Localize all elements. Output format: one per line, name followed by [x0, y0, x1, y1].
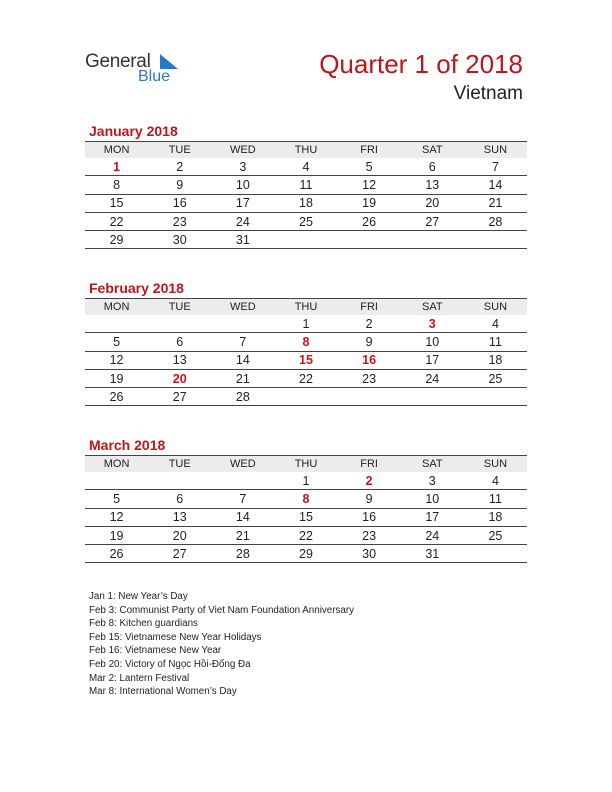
weekday-label: WED — [211, 299, 274, 316]
calendar-table — [85, 141, 527, 249]
day-cell: 12 — [85, 508, 148, 526]
day-cell — [211, 472, 274, 490]
day-cell: 5 — [338, 158, 401, 176]
weekday-label: MON — [85, 142, 148, 159]
day-cell: 29 — [274, 545, 337, 563]
day-cell: 9 — [148, 176, 211, 194]
week-row — [85, 490, 527, 508]
day-cell: 14 — [464, 176, 527, 194]
weekday-label: MON — [85, 456, 148, 473]
day-cell: 31 — [401, 545, 464, 563]
day-cell: 28 — [211, 388, 274, 406]
weekday-header-row — [85, 456, 527, 473]
calendar-body — [85, 158, 527, 249]
week-row — [85, 194, 527, 212]
day-cell: 26 — [338, 212, 401, 230]
week-row — [85, 231, 527, 249]
week-row — [85, 545, 527, 563]
week-row — [85, 388, 527, 406]
day-cell: 18 — [464, 508, 527, 526]
day-cell: 27 — [148, 388, 211, 406]
month-block-march — [85, 435, 527, 563]
day-cell: 2 — [338, 315, 401, 333]
day-cell: 26 — [85, 388, 148, 406]
day-cell — [85, 472, 148, 490]
weekday-label: FRI — [338, 142, 401, 159]
day-cell: 7 — [464, 158, 527, 176]
day-cell: 13 — [148, 508, 211, 526]
day-cell: 27 — [401, 212, 464, 230]
day-cell: 10 — [211, 176, 274, 194]
day-cell: 5 — [85, 333, 148, 351]
day-cell: 30 — [148, 231, 211, 249]
day-cell: 11 — [464, 490, 527, 508]
weekday-label: THU — [274, 142, 337, 159]
weekday-label: TUE — [148, 456, 211, 473]
month-block-january — [85, 121, 527, 249]
day-cell — [274, 231, 337, 249]
day-cell: 7 — [211, 333, 274, 351]
weekday-label: SAT — [401, 299, 464, 316]
day-cell: 4 — [274, 158, 337, 176]
generalblue-logo — [85, 51, 195, 91]
day-cell: 16 — [148, 194, 211, 212]
day-cell: 24 — [401, 526, 464, 544]
weekday-label: SAT — [401, 456, 464, 473]
day-cell: 5 — [85, 490, 148, 508]
day-cell: 22 — [274, 369, 337, 387]
week-row — [85, 158, 527, 176]
week-row — [85, 212, 527, 230]
logo-blue-text: Blue — [138, 68, 171, 85]
day-cell: 12 — [338, 176, 401, 194]
day-cell — [464, 388, 527, 406]
month-title: February 2018 — [89, 280, 184, 296]
day-cell: 16 — [338, 508, 401, 526]
week-row — [85, 472, 527, 490]
day-cell — [274, 388, 337, 406]
day-cell: 26 — [85, 545, 148, 563]
day-cell — [148, 472, 211, 490]
day-cell: 24 — [211, 212, 274, 230]
month-block-february — [85, 278, 527, 406]
day-cell: 18 — [464, 351, 527, 369]
holiday-entry: Mar 2: Lantern Festival — [89, 672, 190, 684]
weekday-header-row — [85, 142, 527, 159]
day-cell: 21 — [211, 526, 274, 544]
day-cell: 15 — [85, 194, 148, 212]
day-cell: 25 — [274, 212, 337, 230]
day-cell: 8 — [85, 176, 148, 194]
day-cell: 27 — [148, 545, 211, 563]
day-cell: 10 — [401, 333, 464, 351]
day-cell: 15 — [274, 508, 337, 526]
day-cell: 14 — [211, 351, 274, 369]
day-cell: 1 — [274, 315, 337, 333]
weekday-label: SUN — [464, 456, 527, 473]
week-row — [85, 526, 527, 544]
week-row — [85, 508, 527, 526]
day-cell: 12 — [85, 351, 148, 369]
logo-general-text: General — [85, 51, 151, 72]
day-cell: 6 — [148, 490, 211, 508]
week-row — [85, 369, 527, 387]
day-cell: 6 — [401, 158, 464, 176]
holiday-entry: Feb 15: Vietnamese New Year Holidays — [89, 631, 262, 643]
holiday-day-cell: 15 — [274, 351, 337, 369]
holiday-day-cell: 16 — [338, 351, 401, 369]
day-cell — [464, 231, 527, 249]
holiday-day-cell: 2 — [338, 472, 401, 490]
holiday-day-cell: 1 — [85, 158, 148, 176]
day-cell: 9 — [338, 333, 401, 351]
calendar-body — [85, 315, 527, 406]
day-cell — [338, 231, 401, 249]
weekday-label: MON — [85, 299, 148, 316]
day-cell: 31 — [211, 231, 274, 249]
weekday-label: TUE — [148, 142, 211, 159]
weekday-label: SUN — [464, 299, 527, 316]
holiday-entry: Feb 16: Vietnamese New Year — [89, 645, 222, 657]
day-cell: 4 — [464, 472, 527, 490]
day-cell — [338, 388, 401, 406]
day-cell: 11 — [274, 176, 337, 194]
holiday-day-cell: 8 — [274, 490, 337, 508]
holiday-day-cell: 8 — [274, 333, 337, 351]
day-cell: 28 — [211, 545, 274, 563]
day-cell: 2 — [148, 158, 211, 176]
holiday-list — [89, 590, 354, 699]
day-cell: 22 — [85, 212, 148, 230]
day-cell: 17 — [401, 508, 464, 526]
day-cell: 4 — [464, 315, 527, 333]
holiday-day-cell: 20 — [148, 369, 211, 387]
week-row — [85, 333, 527, 351]
day-cell: 24 — [401, 369, 464, 387]
week-row — [85, 351, 527, 369]
day-cell: 30 — [338, 545, 401, 563]
page-title: Quarter 1 of 2018 — [319, 49, 523, 79]
day-cell: 19 — [85, 369, 148, 387]
weekday-header-row — [85, 299, 527, 316]
day-cell: 19 — [85, 526, 148, 544]
day-cell: 23 — [148, 212, 211, 230]
weekday-label: SAT — [401, 142, 464, 159]
week-row — [85, 176, 527, 194]
holiday-entry: Feb 20: Victory of Ngọc Hồi-Đống Đa — [89, 658, 251, 670]
holiday-entry: Feb 3: Communist Party of Viet Nam Foundation Anniversary — [89, 604, 354, 616]
day-cell: 1 — [274, 472, 337, 490]
day-cell: 21 — [211, 369, 274, 387]
holiday-entry: Jan 1: New Year’s Day — [89, 591, 188, 602]
day-cell: 20 — [401, 194, 464, 212]
day-cell — [85, 315, 148, 333]
day-cell: 21 — [464, 194, 527, 212]
holiday-entry: Mar 8: International Women’s Day — [89, 686, 237, 698]
day-cell: 3 — [211, 158, 274, 176]
day-cell: 6 — [148, 333, 211, 351]
day-cell: 7 — [211, 490, 274, 508]
month-title: January 2018 — [89, 123, 178, 139]
day-cell: 23 — [338, 369, 401, 387]
day-cell — [401, 231, 464, 249]
holiday-entry: Feb 8: Kitchen guardians — [89, 618, 198, 630]
day-cell — [211, 315, 274, 333]
day-cell: 17 — [401, 351, 464, 369]
holiday-day-cell: 3 — [401, 315, 464, 333]
day-cell — [401, 388, 464, 406]
day-cell: 10 — [401, 490, 464, 508]
day-cell: 11 — [464, 333, 527, 351]
day-cell: 22 — [274, 526, 337, 544]
weekday-label: FRI — [338, 299, 401, 316]
day-cell: 29 — [85, 231, 148, 249]
day-cell: 25 — [464, 369, 527, 387]
week-row — [85, 315, 527, 333]
weekday-label: THU — [274, 299, 337, 316]
weekday-label: TUE — [148, 299, 211, 316]
day-cell: 13 — [401, 176, 464, 194]
calendar-table — [85, 455, 527, 563]
day-cell: 19 — [338, 194, 401, 212]
day-cell: 9 — [338, 490, 401, 508]
weekday-label: WED — [211, 142, 274, 159]
weekday-label: FRI — [338, 456, 401, 473]
calendar-body — [85, 472, 527, 563]
day-cell: 20 — [148, 526, 211, 544]
day-cell: 25 — [464, 526, 527, 544]
day-cell: 3 — [401, 472, 464, 490]
country-name: Vietnam — [453, 83, 523, 104]
day-cell: 14 — [211, 508, 274, 526]
day-cell: 23 — [338, 526, 401, 544]
day-cell: 17 — [211, 194, 274, 212]
calendar-table — [85, 298, 527, 406]
weekday-label: SUN — [464, 142, 527, 159]
day-cell — [148, 315, 211, 333]
day-cell: 28 — [464, 212, 527, 230]
weekday-label: WED — [211, 456, 274, 473]
day-cell — [464, 545, 527, 563]
day-cell: 18 — [274, 194, 337, 212]
month-title: March 2018 — [89, 437, 166, 453]
weekday-label: THU — [274, 456, 337, 473]
day-cell: 13 — [148, 351, 211, 369]
